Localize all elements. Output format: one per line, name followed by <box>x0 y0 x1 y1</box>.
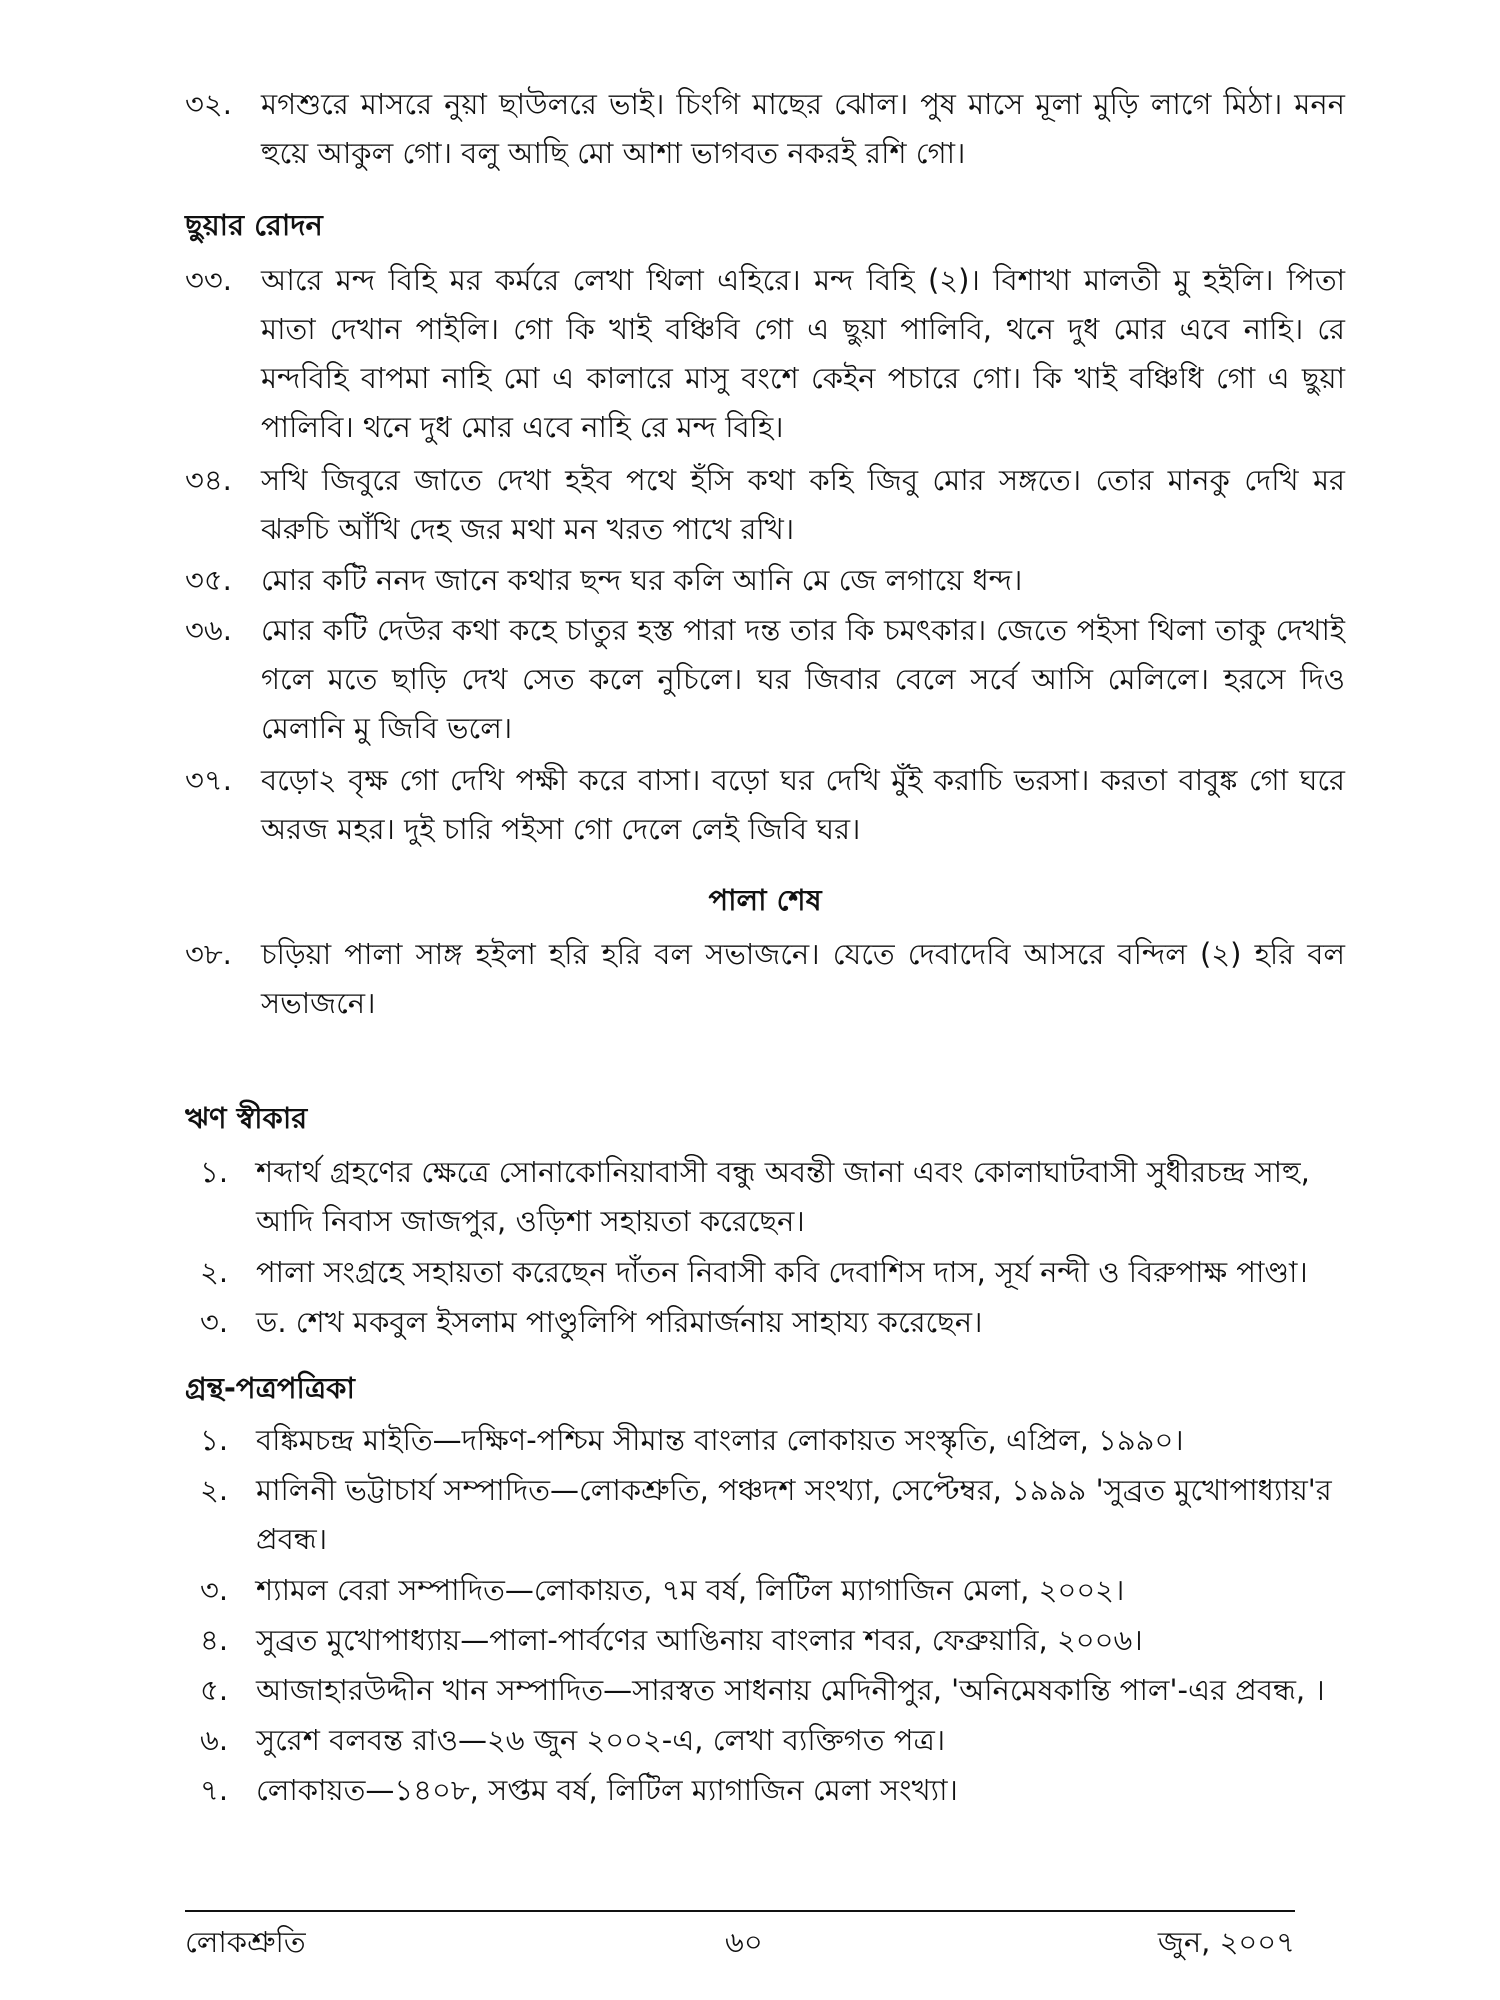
verse-text: বড়ো২ বৃক্ষ গো দেখি পক্ষী করে বাসা। বড়ো ঘর দেখি মুঁই করাচি ভরসা। করতা বাবুঙ্ক গো ঘরে অরজ মহর। দুই চারি পইসা গো দেলে লেই জিবি ঘর। <box>261 763 1345 846</box>
item-text: আজাহারউদ্দীন খান সম্পাদিত—সারস্বত সাধনায় মেদিনীপুর, 'অনিমেষকান্তি পাল'-এর প্রবন্ধ, । <box>256 1673 1325 1707</box>
item-text: ড. শেখ মকবুল ইসলাম পাণ্ডুলিপি পরিমার্জনায় সাহায্য করেছেন। <box>256 1305 983 1339</box>
item-text: মালিনী ভট্টাচার্য সম্পাদিত—লোকশ্রুতি, পঞ্চদশ সংখ্যা, সেপ্টেম্বর, ১৯৯৯ 'সুব্রত মুখোপাধ্যায়'র প্রবন্ধ। <box>256 1473 1332 1556</box>
bibliography-item-4 <box>200 1616 1340 1665</box>
bibliography-item-2 <box>200 1466 1340 1564</box>
section-heading-chhuyar-rodon: ছুয়ার রোদন <box>185 208 323 242</box>
verse-34 <box>185 456 1345 554</box>
verse-text: মোর কটি দেউর কথা কহে চাতুর হস্ত পারা দন্ত তার কি চমৎকার। জেতে পইসা থিলা তাকু দেখাই গলে মতে ছাড়ি দেখ সেত কলে নুচিলে। ঘর জিবার বেলে সর্বে আসি মেলিলে। হরসে দিও মেলানি মু জিবি ভলে। <box>261 613 1345 745</box>
footer-journal-name: লোকশ্রুতি <box>185 1925 306 1959</box>
verse-number: ৩৩. <box>185 263 232 297</box>
item-number: ২. <box>200 1255 229 1289</box>
item-number: ১. <box>200 1155 229 1189</box>
item-text: বঙ্কিমচন্দ্র মাইতি—দক্ষিণ-পশ্চিম সীমান্ত বাংলার লোকায়ত সংস্কৃতি, এপ্রিল, ১৯৯০। <box>256 1423 1184 1457</box>
item-number: ১. <box>200 1423 229 1457</box>
verse-number: ৩৪. <box>185 463 232 497</box>
bibliography-item-7 <box>200 1766 1340 1815</box>
acknowledgement-item-2 <box>200 1248 1340 1297</box>
verse-37 <box>185 756 1345 854</box>
item-text: সুরেশ বলবন্ত রাও—২৬ জুন ২০০২-এ, লেখা ব্যক্তিগত পত্র। <box>256 1723 946 1757</box>
verse-33 <box>185 256 1345 452</box>
item-text: সুব্রত মুখোপাধ্যায়—পালা-পার্বণের আঙিনায় বাংলার শবর, ফেব্রুয়ারি, ২০০৬। <box>256 1623 1143 1657</box>
bibliography-item-3 <box>200 1566 1340 1615</box>
verse-number: ৩৬. <box>185 613 232 647</box>
acknowledgement-item-1 <box>200 1148 1340 1246</box>
verse-text: সখি জিবুরে জাতে দেখা হইব পথে হঁসি কথা কহি জিবু মোর সঙ্গতে। তোর মানকু দেখি মর ঝরুচি আঁখি দেহ জর মথা মন খরত পাখে রখি। <box>261 463 1345 546</box>
item-number: ৪. <box>200 1623 229 1657</box>
section-heading-bibliography: গ্রন্থ-পত্রপত্রিকা <box>185 1371 355 1405</box>
item-number: ৫. <box>200 1673 229 1707</box>
item-text: শ্যামল বেরা সম্পাদিত—লোকায়ত, ৭ম বর্ষ, লিটিল ম্যাগাজিন মেলা, ২০০২। <box>256 1573 1125 1607</box>
item-text: পালা সংগ্রহে সহায়তা করেছেন দাঁতন নিবাসী কবি দেবাশিস দাস, সূর্য নন্দী ও বিরুপাক্ষ পাণ্ডা। <box>256 1255 1308 1289</box>
item-number: ৩. <box>200 1573 229 1607</box>
footer-date: জুন, ২০০৭ <box>1157 1925 1295 1959</box>
footer-divider <box>185 1910 1295 1912</box>
verse-number: ৩৮. <box>185 937 232 971</box>
verse-38 <box>185 930 1345 1028</box>
verse-text: মোর কটি ননদ জানে কথার ছন্দ ঘর কলি আনি মে জে লগায়ে ধন্দ। <box>261 563 1023 597</box>
verse-32 <box>185 80 1345 178</box>
verse-36 <box>185 606 1345 753</box>
bibliography-item-5 <box>200 1666 1340 1715</box>
bibliography-item-6 <box>200 1716 1340 1765</box>
item-number: ৭. <box>200 1773 229 1807</box>
footer-page-number: ৬০ <box>725 1925 763 1959</box>
verse-text: মগশুরে মাসরে নুয়া ছাউলরে ভাই। চিংগি মাছের ঝোল। পুষ মাসে মূলা মুড়ি লাগে মিঠা। মনন হুয়ে আকুল গো। বলু আছি মো আশা ভাগবত নকরই রশি গো। <box>261 87 1345 170</box>
verse-text: চড়িয়া পালা সাঙ্গ হইলা হরি হরি বল সভাজনে। যেতে দেবাদেবি আসরে বন্দিল (২) হরি বল সভাজনে। <box>261 937 1345 1020</box>
bibliography-item-1 <box>200 1416 1340 1465</box>
verse-35 <box>185 556 1345 605</box>
acknowledgement-item-3 <box>200 1298 1340 1347</box>
verse-text: আরে মন্দ বিহি মর কর্মরে লেখা থিলা এহিরে। মন্দ বিহি (২)। বিশাখা মালতী মু হইলি। পিতা মাতা দেখান পাইলি। গো কি খাই বঞ্চিবি গো এ ছুয়া পালিবি, থনে দুধ মোর এবে নাহি। রে মন্দবিহি বাপমা নাহি মো এ কালারে মাসু বংশে কেইন পচারে গো। কি খাই বঞ্চিধি গো এ ছুয়া পালিবি। থনে দুধ মোর এবে নাহি রে মন্দ বিহি। <box>261 263 1345 444</box>
section-heading-pala-shesh: পালা শেষ <box>708 883 822 917</box>
item-number: ৬. <box>200 1723 229 1757</box>
verse-number: ৩৭. <box>185 763 232 797</box>
verse-number: ৩৫. <box>185 563 232 597</box>
item-number: ৩. <box>200 1305 229 1339</box>
item-text: লোকায়ত—১৪০৮, সপ্তম বর্ষ, লিটিল ম্যাগাজিন মেলা সংখ্যা। <box>256 1773 958 1807</box>
item-number: ২. <box>200 1473 229 1507</box>
item-text: শব্দার্থ গ্রহণের ক্ষেত্রে সোনাকোনিয়াবাসী বন্ধু অবন্তী জানা এবং কোলাঘাটবাসী সুধীরচন্দ্র সাহু, আদি নিবাস জাজপুর, ওড়িশা সহায়তা করেছেন। <box>256 1155 1310 1238</box>
section-heading-acknowledgements: ঋণ স্বীকার <box>185 1101 308 1135</box>
verse-number: ৩২. <box>185 87 232 121</box>
